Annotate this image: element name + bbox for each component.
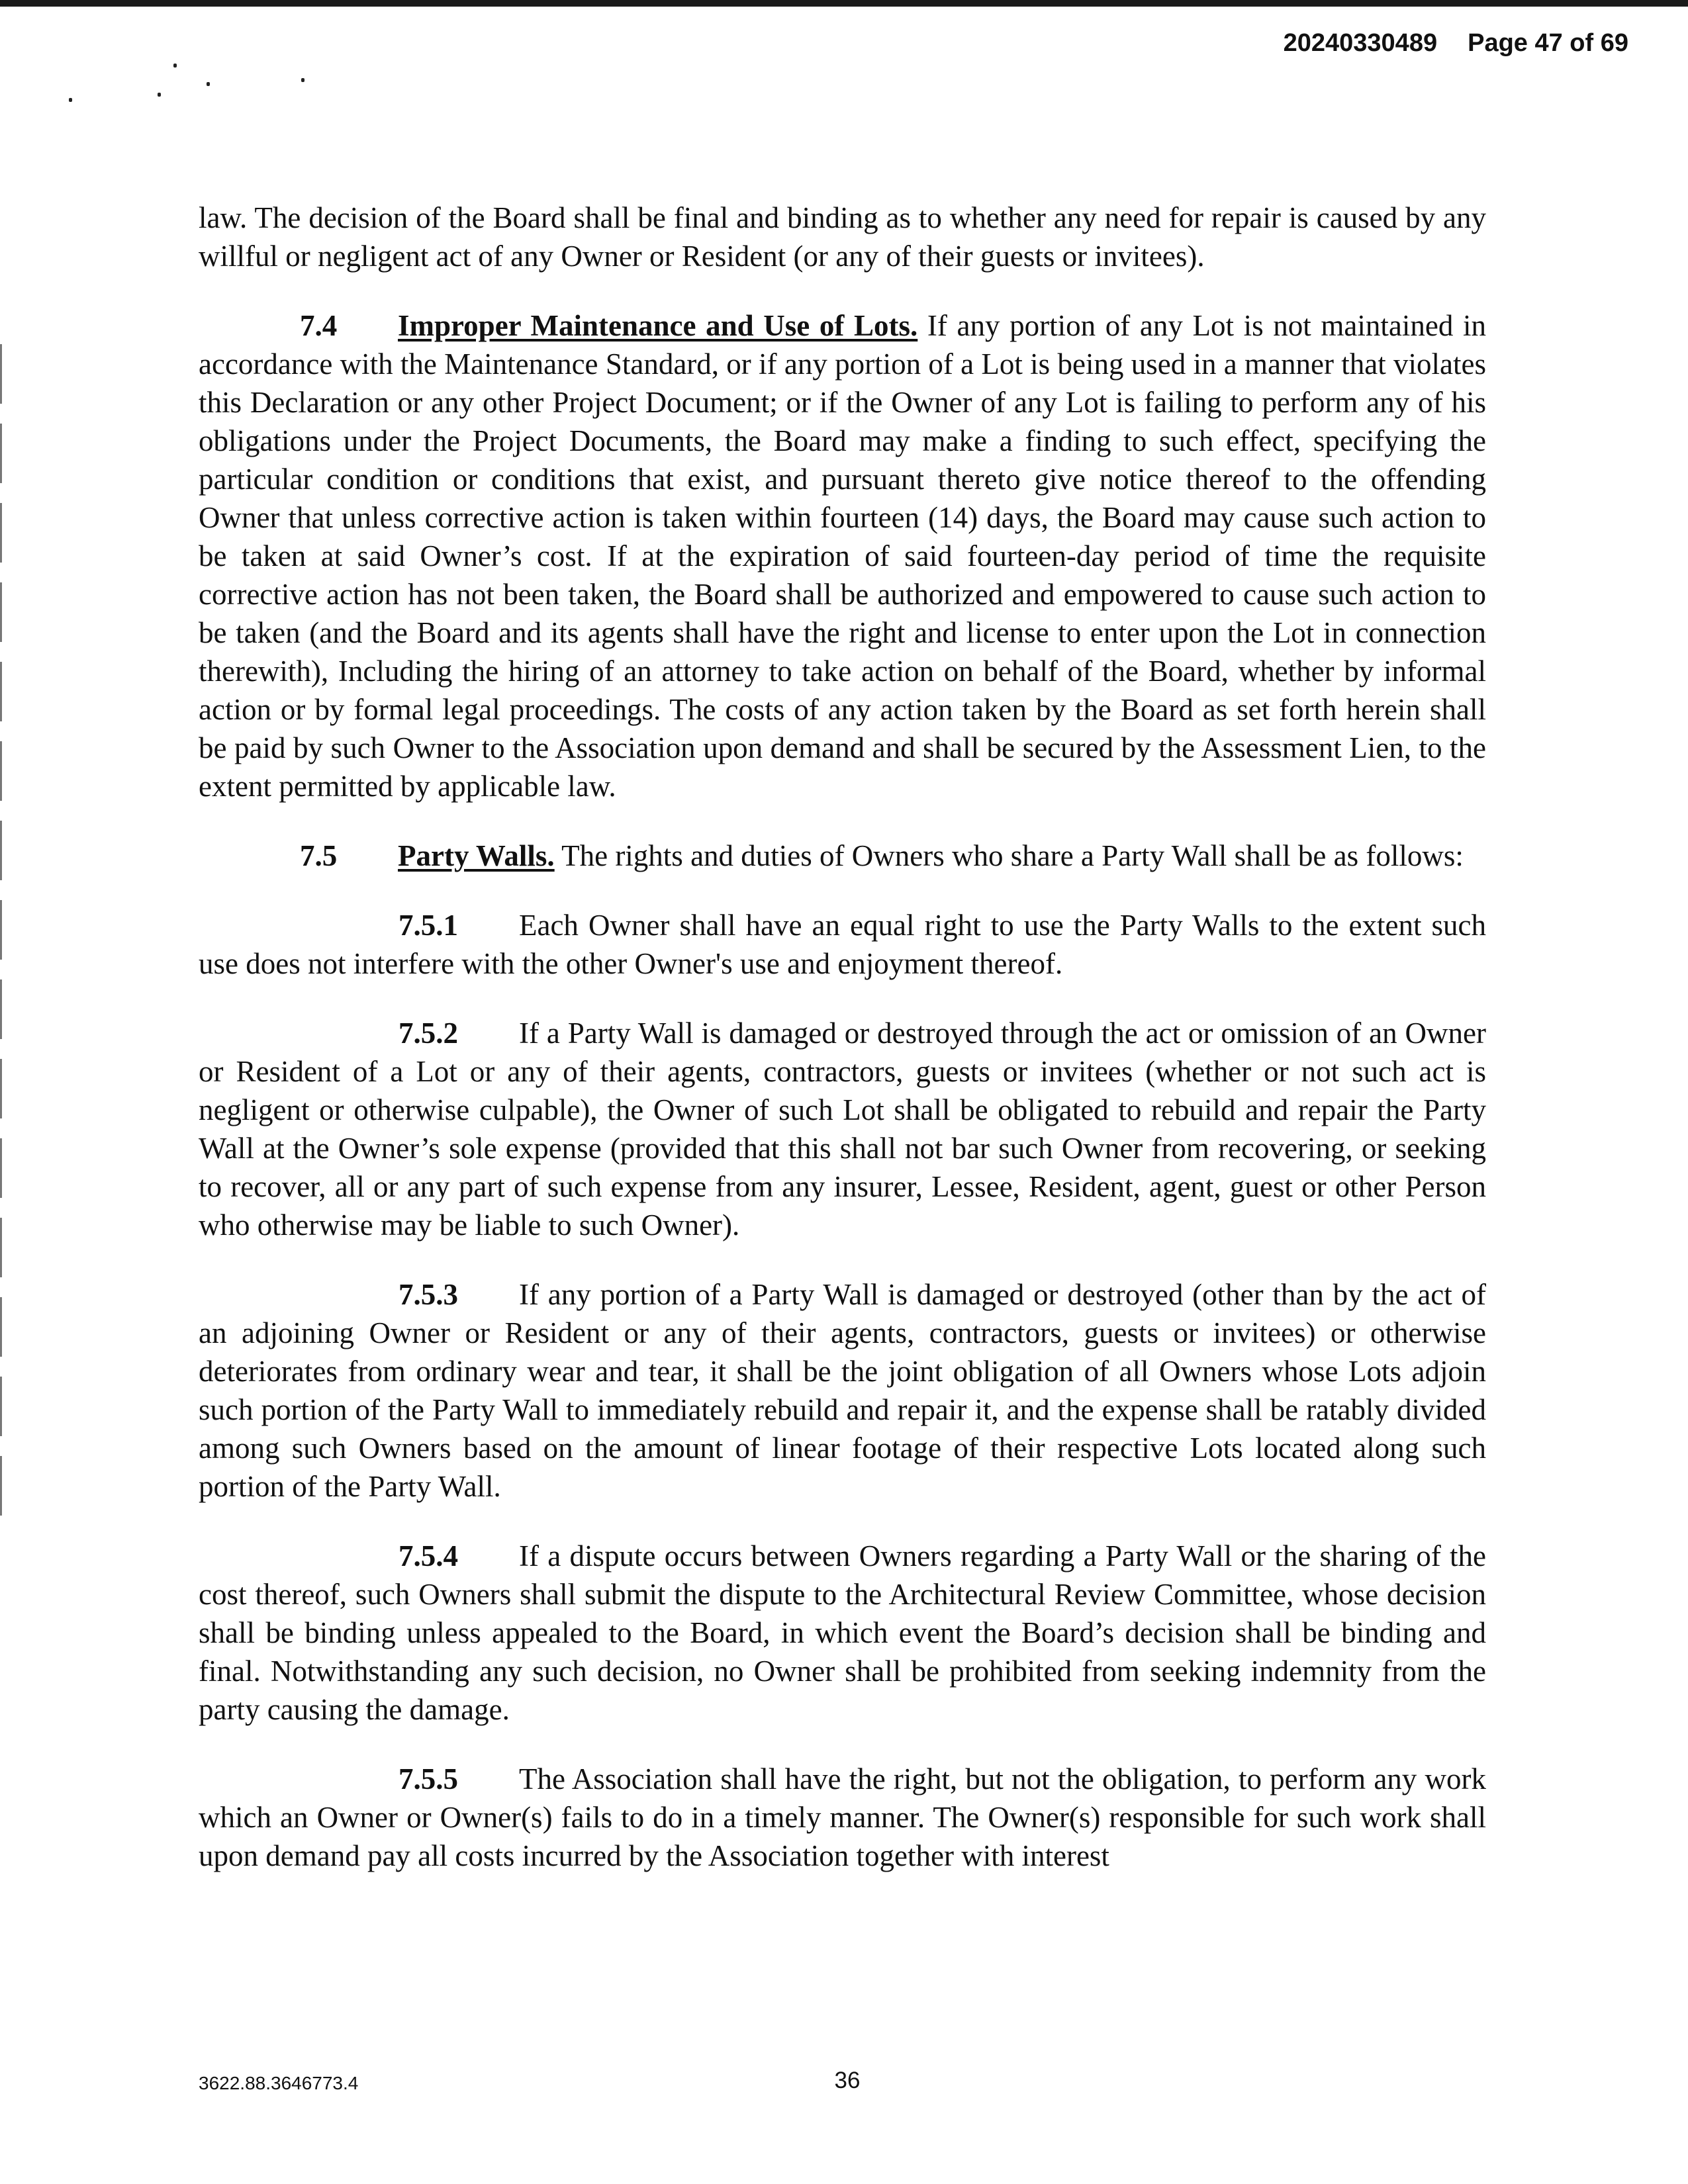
subsection-text: Each Owner shall have an equal right to use the Party Walls to the extent such use does not interfere with the other Owner's use and enjoyment thereof. — [199, 909, 1486, 980]
page-indicator: Page 47 of 69 — [1468, 29, 1628, 57]
document-number: 20240330489 — [1283, 29, 1438, 57]
section-7-5 — [199, 837, 1486, 875]
subsection-number: 7.5.2 — [399, 1017, 458, 1050]
recording-header — [1125, 29, 1628, 58]
subsection-number: 7.5.3 — [399, 1278, 458, 1311]
scan-speck — [173, 64, 177, 68]
section-text: The rights and duties of Owners who share a Party Wall shall be as follows: — [561, 839, 1464, 872]
section-heading: Party Walls. — [398, 839, 555, 872]
section-heading: Improper Maintenance and Use of Lots. — [398, 309, 918, 342]
scan-speck — [207, 82, 210, 86]
section-7-5-1 — [199, 906, 1486, 983]
subsection-text: If any portion of a Party Wall is damaged or destroyed (other than by the act of an adjoining Owner or Resident or any of their agents, contractors, guests or invitees) or otherwise deteriorates from ordinary wear and tear, it shall be the joint obligation of all Owners whose Lots adjoin such portion of the Party Wall to immediately rebuild and repair it, and the expense shall be ratably divided among such Owners based on the amount of linear footage of their respective Lots located along such portion of the Party Wall. — [199, 1278, 1486, 1503]
section-number: 7.4 — [300, 309, 338, 342]
paragraph-continuation: law. The decision of the Board shall be final and binding as to whether any need for repair is caused by any willful or negligent act of any Owner or Resident (or any of their guests or invitees). — [199, 201, 1486, 273]
top-scan-border — [0, 0, 1688, 7]
scan-left-edge — [0, 344, 2, 1522]
section-text: If any portion of any Lot is not maintained in accordance with the Maintenance Standard, or if any portion of a Lot is being used in a manner that violates this Declaration or any other Project Document; or if the Owner of any Lot is failing to perform any of his obligations under the Project Documents, the Board may make a finding to such effect, specifying the particular condition or conditions that exist, and pursuant thereto give notice thereof to the offending Owner that unless corrective action is taken within fourteen (14) days, the Board may cause such action to be taken at said Owner’s cost. If at the expiration of said fourteen-day period of time the requisite corrective action has not been taken, the Board shall be authorized and empowered to cause such action to be taken (and the Board and its agents shall have the right and license to enter upon the Lot in connection therewith), Including the hiring of an attorney to take action on behalf of the Board, whether by informal action or by formal legal proceedings. The costs of any action taken by the Board as set forth herein shall be paid by such Owner to the Association upon demand and shall be secured by the Assessment Lien, to the extent permitted by applicable law. — [199, 309, 1486, 803]
section-number: 7.5 — [300, 839, 338, 872]
subsection-number: 7.5.1 — [399, 909, 458, 942]
document-body — [199, 199, 1486, 1906]
section-7-5-3 — [199, 1275, 1486, 1506]
subsection-text: If a dispute occurs between Owners regarding a Party Wall or the sharing of the cost thereof, such Owners shall submit the dispute to the Architectural Review Committee, whose decision shall be binding unless appealed to the Board, in which event the Board’s decision shall be binding and final. Notwithstanding any such decision, no Owner shall be prohibited from seeking indemnity from the party causing the damage. — [199, 1539, 1486, 1726]
subsection-number: 7.5.4 — [399, 1539, 458, 1572]
subsection-number: 7.5.5 — [399, 1762, 458, 1796]
scan-speck — [301, 78, 305, 82]
scan-speck — [69, 98, 72, 102]
subsection-text: The Association shall have the right, but not the obligation, to perform any work which an Owner or Owner(s) fails to do in a timely manner. The Owner(s) responsible for such work shall upon demand pay all costs incurred by the Association together with interest — [199, 1762, 1486, 1872]
section-7-5-5 — [199, 1760, 1486, 1875]
scan-speck — [158, 93, 161, 97]
subsection-text: If a Party Wall is damaged or destroyed through the act or omission of an Owner or Resident of a Lot or any of their agents, contractors, guests or invitees (whether or not such act is negligent or otherwise culpable), the Owner of such Lot shall be obligated to rebuild and repair the Party Wall at the Owner’s sole expense (provided that this shall not bar such Owner from recovering, or seeking to recover, all or any part of such expense from any insurer, Lessee, Resident, agent, guest or other Person who otherwise may be liable to such Owner). — [199, 1017, 1486, 1242]
section-7-5-2 — [199, 1014, 1486, 1244]
section-7-5-4 — [199, 1537, 1486, 1729]
footer-page-number: 36 — [834, 2068, 861, 2093]
section-7-4 — [199, 306, 1486, 805]
footer-document-reference: 3622.88.3646773.4 — [199, 2073, 359, 2093]
